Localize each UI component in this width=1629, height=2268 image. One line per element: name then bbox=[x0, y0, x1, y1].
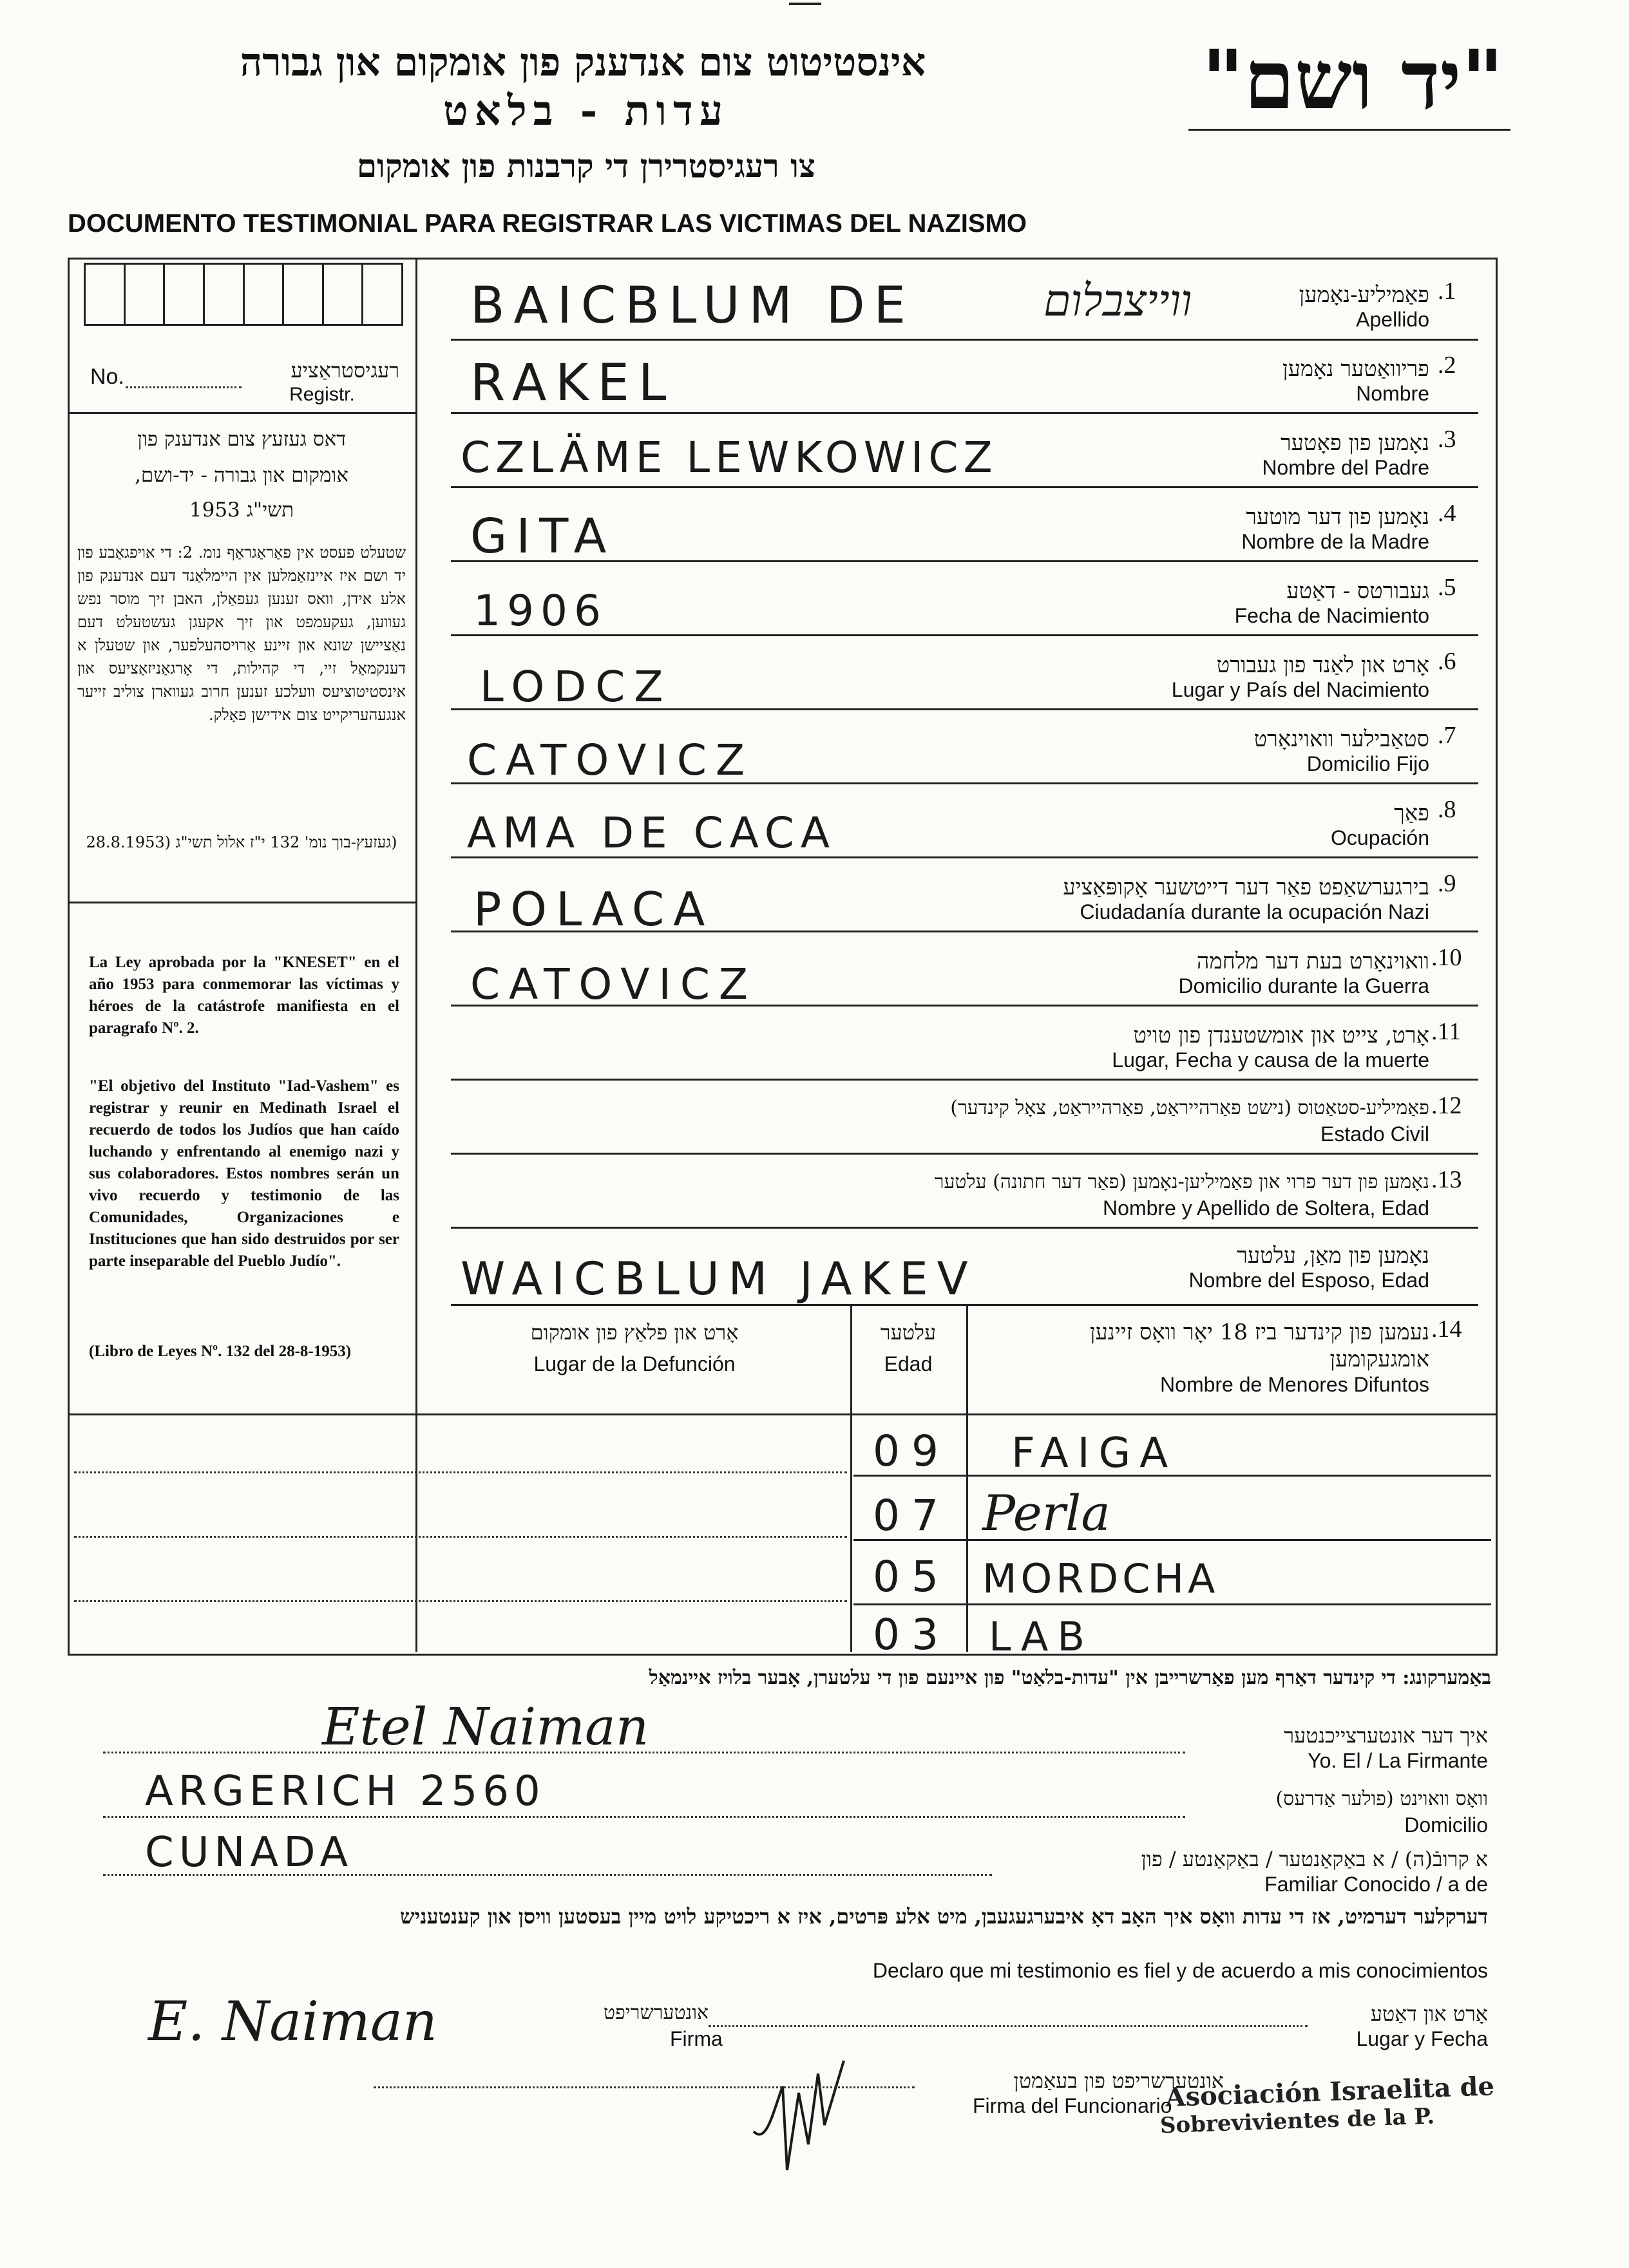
field-10-number: .10 bbox=[1431, 944, 1462, 971]
children-age-label: Edad bbox=[884, 1352, 933, 1375]
field-5-hebrew: געבורטס - דאַטע bbox=[1286, 578, 1429, 604]
registration-no-line bbox=[126, 386, 242, 388]
field-12-hebrew: פאַמיליע-סטאַטוס (נישט פאַרהייראַט, פאַרהייראַט, צאָל קינדער) bbox=[950, 1097, 1429, 1119]
field-8-value: AMA DE CACA bbox=[467, 808, 837, 858]
official-label: Firma del Funcionario bbox=[973, 2094, 1172, 2117]
field-4-value: GITA bbox=[470, 509, 616, 564]
law-spanish-2: "El objetivo del Instituto "Iad-Vashem" es registrar y reunir en Medinath Israel el recuerdo de todos los Judíos que han caído luchando y enfrentando al enemigo nazi y sus colaboradores. Estos nombres serán un vivo recuerdo y testimonio de las Comunidades, Organizaciones e Instituciones que han sido destruidos por ser parte inseparable del Pueblo Judío". bbox=[89, 1077, 399, 1270]
law-hebrew-title-1: דאס געזעץ צום אנדענק פון bbox=[137, 428, 347, 451]
field-13-number: .13 bbox=[1431, 1166, 1462, 1193]
children-place-label: Lugar de la Defunción bbox=[533, 1352, 736, 1375]
field-13-spanish: Nombre y Apellido de Soltera, Edad bbox=[1103, 1196, 1429, 1220]
law-hebrew-body: שטעלט פעסט אין פאַראַגראַף נומ. 2: די אויפגאַבע פון יד ושם איז איינזאַמלען אין היימלאַנד דעם אנדענק פון אלע אידן, וואס זענען געפאַלן, האבן זיך מוסר נפש געווען, געקעמפט און זיך אקעגן געשטעלט דעם נאַציישן שונא און זיינע אַרויסהעלפער, און שטעלן א דענקמאַל זיי, די קהילות, די אָרגאַניזאַציעס און אינסטיטוציעס וועלכע זענען חרוב געווארן צוליב זייער אנגעהעריקייט צום אידישן פאָלק. bbox=[77, 543, 406, 724]
field-12-number: .12 bbox=[1431, 1092, 1462, 1119]
official-hebrew: אונטערשריפט פון בעאַמטן bbox=[1013, 2068, 1224, 2093]
field-11-spanish: Lugar, Fecha y causa de la muerte bbox=[1112, 1048, 1429, 1072]
child-3-name: MORDCHA bbox=[982, 1555, 1219, 1602]
declare-hebrew: דערקלער דערמיט, אז די עדות וואָס איך האָב דאָ איבערגעגעבן, מיט אלע פּרטים, איז א ריכטיקע לויט מיין בעסטען וויסן און קענטעניש bbox=[400, 1904, 1488, 1929]
form-left-border bbox=[68, 258, 70, 1655]
field-6-value: LODCZ bbox=[480, 662, 672, 712]
domicile-line bbox=[103, 1816, 1185, 1818]
field-3-value: CZLÄME LEWKOWICZ bbox=[461, 433, 998, 482]
field-9-value: POLACA bbox=[473, 882, 714, 936]
field-12-line bbox=[451, 1153, 1478, 1155]
place-date-label: Lugar y Fecha bbox=[1356, 2027, 1488, 2050]
child-row-2-line bbox=[74, 1536, 847, 1538]
signer-value: Etel Naiman bbox=[322, 1697, 649, 1757]
place-date-hebrew: אָרט און דאַטע bbox=[1370, 2001, 1488, 2026]
field-2-number: .2 bbox=[1438, 352, 1456, 379]
field-5-value: 1906 bbox=[473, 586, 607, 636]
field-8-line bbox=[451, 856, 1478, 858]
registration-label: Registr. bbox=[289, 384, 355, 405]
child-4-name: LAB bbox=[989, 1613, 1094, 1660]
children-col-divider-2 bbox=[966, 1304, 968, 1652]
form-bottom-border bbox=[68, 1654, 1498, 1656]
field-1-value-hebrew: ווייצבלום bbox=[1043, 276, 1192, 326]
child-4-age: 03 bbox=[873, 1610, 950, 1659]
registration-no-label: No. bbox=[90, 364, 124, 389]
field-6-number: .6 bbox=[1438, 648, 1456, 675]
field-2-spanish: Nombre bbox=[1356, 382, 1429, 405]
registration-boxes bbox=[84, 263, 403, 326]
registration-hebrew: רעגיסטראַציע bbox=[291, 358, 399, 383]
field-1-value: BAICBLUM DE bbox=[470, 277, 915, 335]
yad-vashem-logo: "יד ושם" bbox=[1201, 32, 1504, 128]
field-3-hebrew: נאָמען פון פאָטער bbox=[1280, 430, 1429, 456]
domicile-value-2: CUNADA bbox=[145, 1829, 354, 1876]
children-place-hebrew: אָרט און פלאַץ פון אומקום bbox=[530, 1320, 739, 1345]
domicile-label: Domicilio bbox=[1404, 1813, 1488, 1837]
field-10-hebrew: וואוינאָרט בעת דער מלחמה bbox=[1196, 949, 1429, 974]
children-number: .14 bbox=[1431, 1316, 1462, 1343]
organization-stamp bbox=[1159, 2071, 1496, 2139]
field-10-spanish: Domicilio durante la Guerra bbox=[1178, 974, 1429, 997]
husband-spanish: Nombre del Esposo, Edad bbox=[1188, 1269, 1429, 1292]
field-1-line bbox=[451, 339, 1478, 341]
field-8-hebrew: פאַך bbox=[1394, 800, 1429, 826]
field-4-spanish: Nombre de la Madre bbox=[1241, 530, 1429, 553]
field-1-hebrew: פאַמיליע-נאָמען bbox=[1299, 282, 1429, 308]
child-1-age: 09 bbox=[873, 1426, 950, 1476]
official-line bbox=[374, 2086, 915, 2088]
husband-value: WAICBLUM JAKEV bbox=[461, 1252, 977, 1305]
remark-hebrew: באַמערקונג: די קינדער דאַרף מען פאַרשרייבן אין "עדות-בלאַט" פון איינעם פון די עלטערן, אָבער בלויז איינמאַל bbox=[649, 1667, 1491, 1689]
stamp-line-2: Sobrevivientes de la P. bbox=[1159, 2103, 1435, 2139]
children-name-hebrew: נעמען פון קינדער ביז 18 יאָר וואָס זיינען אומגעקומען bbox=[1089, 1319, 1429, 1372]
document-title: DOCUMENTO TESTIMONIAL PARA REGISTRAR LAS VICTIMAS DEL NAZISMO bbox=[68, 209, 1027, 238]
field-4-hebrew: נאָמען פון דער מוטער bbox=[1246, 504, 1429, 530]
field-1-number: .1 bbox=[1438, 278, 1456, 305]
relative-label: Familiar Conocido / a de bbox=[1264, 1873, 1488, 1896]
law-hebrew-year: תשי"ג 1953 bbox=[189, 498, 294, 522]
signer-label: Yo. El / La Firmante bbox=[1308, 1749, 1488, 1772]
child-row-1-line bbox=[74, 1471, 847, 1473]
sidebar-divider bbox=[415, 258, 417, 1417]
sidebar-rule-2 bbox=[68, 902, 415, 903]
field-4-number: .4 bbox=[1438, 500, 1456, 527]
field-3-spanish: Nombre del Padre bbox=[1262, 456, 1429, 479]
relative-hebrew: א קרובֿ(ה) / א באַקאַנטער / באַקאַנטע / פון bbox=[1141, 1847, 1488, 1871]
child-1-name: FAIGA bbox=[1011, 1430, 1177, 1477]
logo-underline bbox=[1188, 129, 1510, 131]
form-top-border bbox=[68, 258, 1498, 260]
signature-hebrew: אונטערשריפט bbox=[604, 2001, 709, 2024]
law-hebrew-title-2: אומקום און גבורה - יד-ושם, bbox=[135, 464, 348, 487]
register-line: צו רעגיסטרירן די קרבנות פון אומקום bbox=[356, 147, 816, 185]
field-2-hebrew: פריוואַטער נאָמען bbox=[1282, 356, 1429, 382]
field-7-value: CATOVICZ bbox=[467, 735, 754, 785]
field-13-hebrew: נאָמען פון דער פרוי און פאַמיליען-נאָמען (פאַר דער חתונה) עלטער bbox=[934, 1171, 1429, 1193]
domicile-hebrew: וואָס וואוינט (פולער אַדרעס) bbox=[1275, 1788, 1488, 1810]
institute-hebrew: אינסטיטוט צום אנדענק פון אומקום און גבורה bbox=[240, 40, 926, 85]
field-9-hebrew: בירגערשאַפט פאַר דער דייטשער אָקופּאַציע bbox=[1063, 874, 1429, 900]
field-8-spanish: Ocupación bbox=[1331, 826, 1429, 849]
signature-label: Firma bbox=[670, 2027, 723, 2050]
field-7-number: .7 bbox=[1438, 722, 1456, 749]
field-5-line bbox=[451, 634, 1478, 636]
field-9-spanish: Ciudadanía durante la ocupación Nazi bbox=[1080, 900, 1429, 923]
field-9-number: .9 bbox=[1438, 870, 1456, 897]
field-13-line bbox=[451, 1227, 1478, 1229]
field-3-number: .3 bbox=[1438, 426, 1456, 453]
field-10-value: CATOVICZ bbox=[470, 959, 757, 1009]
stamp-line-1: Asociación Israelita de bbox=[1165, 2071, 1495, 2113]
field-11-line bbox=[451, 1079, 1478, 1081]
official-signature-mark bbox=[747, 2048, 850, 2177]
husband-line bbox=[451, 1304, 1478, 1306]
field-11-number: .11 bbox=[1431, 1018, 1462, 1045]
field-6-hebrew: אָרט און לאַנד פון געבורט bbox=[1216, 652, 1429, 678]
field-7-line bbox=[451, 782, 1478, 784]
field-6-line bbox=[451, 708, 1478, 710]
field-7-spanish: Domicilio Fijo bbox=[1306, 752, 1429, 775]
child-2-age: 07 bbox=[873, 1491, 950, 1540]
field-8-number: .8 bbox=[1438, 796, 1456, 823]
field-7-hebrew: סטאַבילער וואוינאָרט bbox=[1253, 726, 1429, 752]
signature-value: E. Naiman bbox=[148, 1990, 437, 2053]
signer-hebrew: איך דער אונטערצייכנטער bbox=[1284, 1723, 1488, 1748]
children-left-divider bbox=[415, 1413, 417, 1652]
law-spanish-reference: (Libro de Leyes Nº. 132 del 28-8-1953) bbox=[89, 1343, 352, 1360]
field-9-line bbox=[451, 931, 1478, 932]
child-row-3-rule bbox=[853, 1603, 1491, 1605]
field-3-line bbox=[451, 486, 1478, 488]
husband-hebrew: נאָמען פון מאַן, עלטער bbox=[1237, 1243, 1429, 1269]
field-5-spanish: Fecha de Nacimiento bbox=[1234, 604, 1429, 627]
child-2-name: Perla bbox=[982, 1484, 1110, 1542]
children-col-divider-1 bbox=[850, 1304, 852, 1652]
field-10-line bbox=[451, 1005, 1478, 1006]
field-6-spanish: Lugar y País del Nacimiento bbox=[1171, 678, 1429, 701]
field-1-spanish: Apellido bbox=[1356, 308, 1429, 331]
law-spanish-1: La Ley aprobada por la "KNESET" en el año 1953 para conmemorar las víctimas y héroes de la catástrofe manifiesta en el paragrafo Nº. 2. bbox=[89, 954, 399, 1037]
child-row-3-line bbox=[74, 1600, 847, 1602]
relative-line bbox=[103, 1874, 992, 1876]
child-3-age: 05 bbox=[873, 1552, 950, 1602]
law-hebrew-reference: (געזעץ-בוך נומ' 132 י"ז אלול תשי"ג (28.8.1953 bbox=[86, 833, 397, 851]
children-header-line bbox=[68, 1413, 1498, 1415]
field-5-number: .5 bbox=[1438, 574, 1456, 601]
sidebar-rule-1 bbox=[68, 412, 415, 414]
edut-blat-title: עדות - בלאט bbox=[443, 87, 730, 135]
children-age-hebrew: עלטער bbox=[880, 1320, 937, 1345]
signer-line bbox=[103, 1752, 1185, 1753]
field-2-value: RAKEL bbox=[470, 354, 676, 412]
field-11-hebrew: אָרט, צייט און אומשטענדן פון טויט bbox=[1133, 1023, 1429, 1048]
place-date-line bbox=[709, 2025, 1308, 2027]
field-12-spanish: Estado Civil bbox=[1320, 1122, 1429, 1146]
children-name-label: Nombre de Menores Difuntos bbox=[1160, 1373, 1429, 1396]
field-4-line bbox=[451, 560, 1478, 562]
top-mark bbox=[789, 3, 821, 5]
declare-label: Declaro que mi testimonio es fiel y de acuerdo a mis conocimientos bbox=[872, 1959, 1488, 1982]
domicile-value-1: ARGERICH 2560 bbox=[145, 1768, 546, 1815]
field-2-line bbox=[451, 412, 1478, 414]
form-right-border bbox=[1496, 258, 1498, 1655]
